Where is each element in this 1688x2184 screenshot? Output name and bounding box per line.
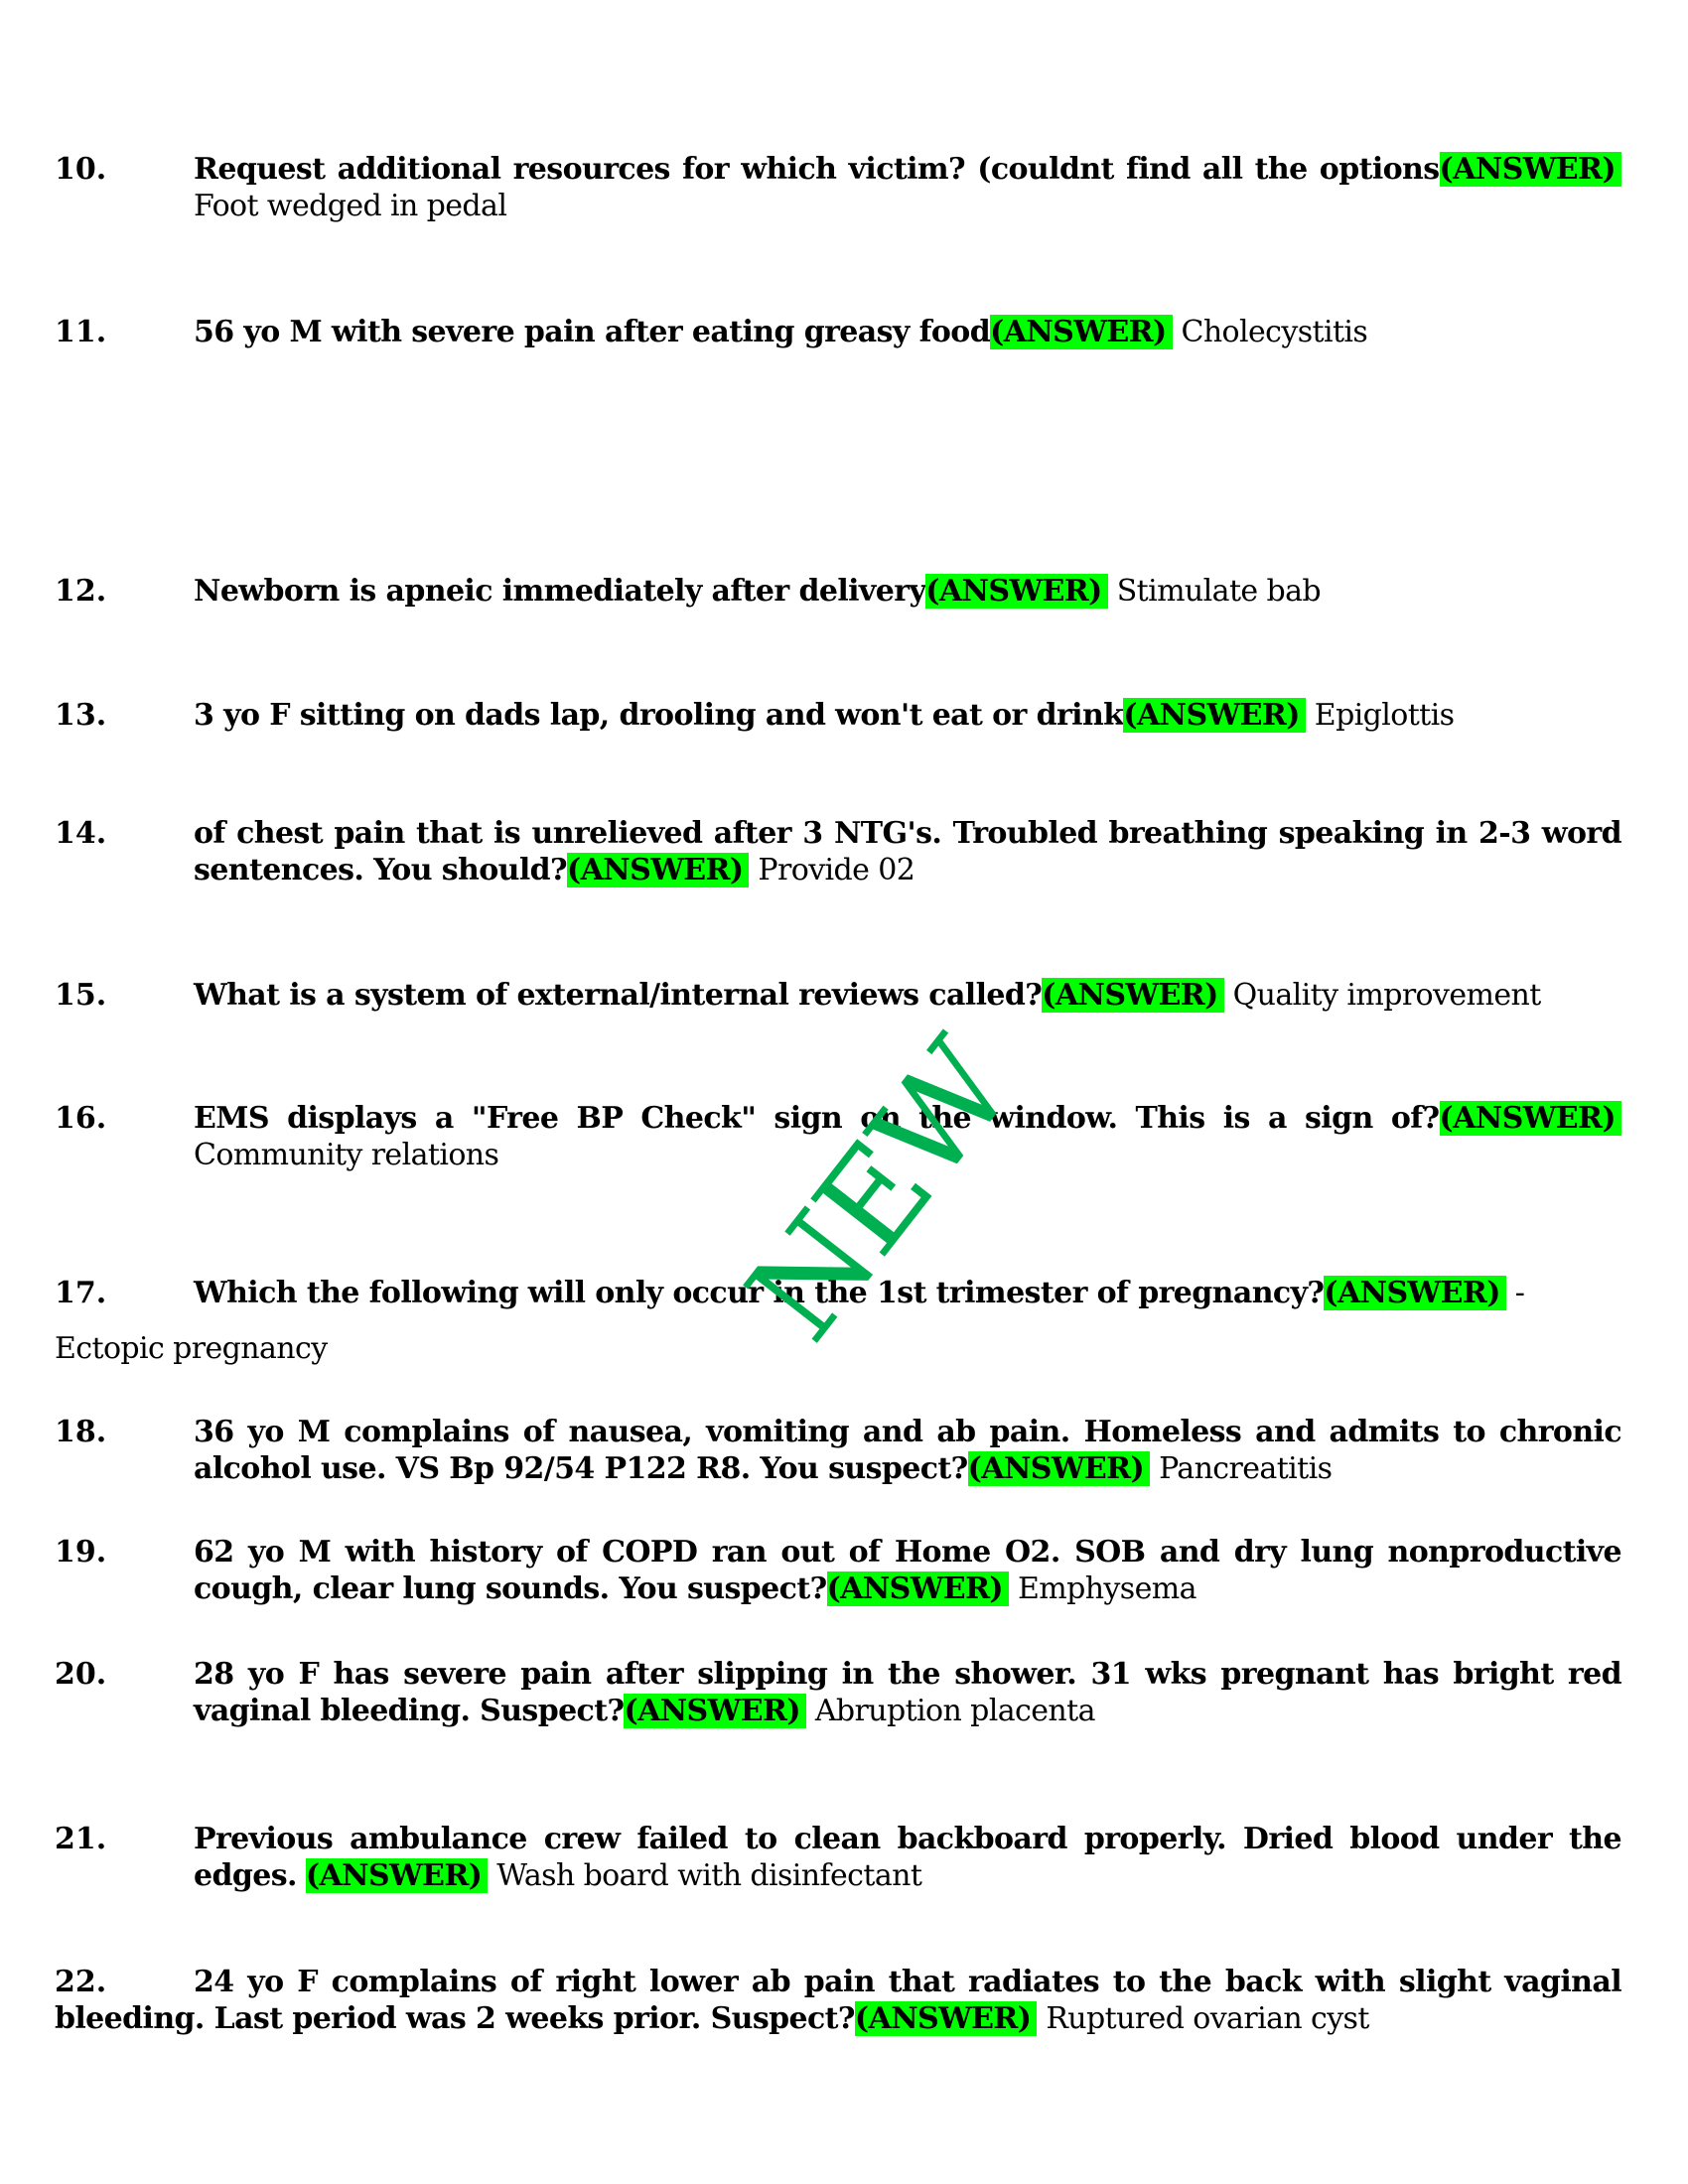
question-item-17 xyxy=(55,1275,1621,1311)
question-item-22 xyxy=(55,1964,1621,2037)
answer-text: Foot wedged in pedal xyxy=(194,189,507,223)
answer-tag: (ANSWER) xyxy=(827,1571,1009,1606)
question-item-11 xyxy=(55,314,1621,350)
question-text: of chest pain that is unrelieved after 3 NTG's. Troubled breathing speaking in 2-3 word sentences. You should? xyxy=(194,816,1621,887)
question-text: EMS displays a "Free BP Check" sign on the window. This is a sign of? xyxy=(194,1101,1440,1136)
question-item-12 xyxy=(55,573,1621,610)
answer-text: Abruption placenta xyxy=(814,1694,1095,1728)
question-text: 24 yo F complains of right lower ab pain that radiates to the back with slight vaginal bleeding. Last period was 2 weeks prior. Suspect? xyxy=(55,1965,1621,2036)
question-item-18 xyxy=(55,1414,1621,1487)
answer-text: - xyxy=(1514,1276,1525,1310)
question-text: Newborn is apneic immediately after delivery xyxy=(194,574,926,609)
question-number: 18. xyxy=(55,1415,107,1449)
question-text: What is a system of external/internal reviews called? xyxy=(194,978,1043,1013)
question-text: Previous ambulance crew failed to clean backboard properly. Dried blood under the edges. xyxy=(194,1822,1621,1893)
question-item-20 xyxy=(55,1656,1621,1729)
answer-tag: (ANSWER) xyxy=(567,853,749,887)
question-item-15 xyxy=(55,977,1621,1014)
question-number: 22. xyxy=(55,1965,107,1999)
answer-tag: (ANSWER) xyxy=(990,315,1172,349)
question-number: 19. xyxy=(55,1535,107,1570)
watermark-text: NEW xyxy=(718,1016,1040,1367)
answer-tag: (ANSWER) xyxy=(1042,978,1223,1013)
question-text: Request additional resources for which victim? (couldnt find all the options xyxy=(194,152,1440,187)
question-number: 17. xyxy=(55,1276,107,1310)
question-item-14 xyxy=(55,815,1621,888)
answer-tag: (ANSWER) xyxy=(1123,698,1305,733)
question-number: 16. xyxy=(55,1101,107,1136)
question-number: 21. xyxy=(55,1822,107,1856)
answer-tag: (ANSWER) xyxy=(624,1694,805,1728)
question-number: 11. xyxy=(55,315,107,349)
question-number: 10. xyxy=(55,152,107,187)
question-text: 36 yo M complains of nausea, vomiting and ab pain. Homeless and admits to chronic alcohol use. VS Bp 92/54 P122 R8. You suspect? xyxy=(194,1415,1621,1486)
question-item-21 xyxy=(55,1821,1621,1894)
answer-text: Wash board with disinfectant xyxy=(496,1858,922,1893)
answer-text: Cholecystitis xyxy=(1181,315,1368,349)
answer-text: Pancreatitis xyxy=(1159,1451,1333,1486)
answer-text: Epiglottis xyxy=(1314,698,1455,733)
question-text: 56 yo M with severe pain after eating greasy food xyxy=(194,315,991,349)
answer-text: Emphysema xyxy=(1017,1571,1196,1606)
question-number: 20. xyxy=(55,1657,107,1692)
answer-tag: (ANSWER) xyxy=(1440,1101,1621,1136)
question-number: 15. xyxy=(55,978,107,1013)
question-number: 12. xyxy=(55,574,107,609)
answer-tag: (ANSWER) xyxy=(925,574,1107,609)
answer-text: Provide 02 xyxy=(758,853,915,887)
answer-text: Ruptured ovarian cyst xyxy=(1046,2001,1369,2036)
question-number: 14. xyxy=(55,816,107,851)
question-item-10 xyxy=(55,151,1621,224)
answer-tag: (ANSWER) xyxy=(306,1858,488,1893)
answer-tag: (ANSWER) xyxy=(1440,152,1621,187)
question-item-19 xyxy=(55,1534,1621,1607)
answer-continued-text: Ectopic pregnancy xyxy=(55,1331,328,1366)
answer-text: Stimulate bab xyxy=(1116,574,1321,609)
question-text: Which the following will only occur in the 1st trimester of pregnancy? xyxy=(194,1276,1325,1310)
question-text: 62 yo M with history of COPD ran out of Home O2. SOB and dry lung nonproductive cough, clear lung sounds. You suspect? xyxy=(194,1535,1621,1606)
answer-tag: (ANSWER) xyxy=(968,1451,1150,1486)
answer-text: Community relations xyxy=(194,1138,499,1172)
answer-tag: (ANSWER) xyxy=(855,2001,1037,2036)
question-item-16 xyxy=(55,1100,1621,1173)
question-item-13 xyxy=(55,697,1621,734)
answer-text: Quality improvement xyxy=(1232,978,1541,1013)
question-number: 13. xyxy=(55,698,107,733)
answer-tag: (ANSWER) xyxy=(1324,1276,1505,1310)
question-text: 3 yo F sitting on dads lap, drooling and won't eat or drink xyxy=(194,698,1124,733)
question-text: 28 yo F has severe pain after slipping in the shower. 31 wks pregnant has bright red vaginal bleeding. Suspect? xyxy=(194,1657,1621,1728)
